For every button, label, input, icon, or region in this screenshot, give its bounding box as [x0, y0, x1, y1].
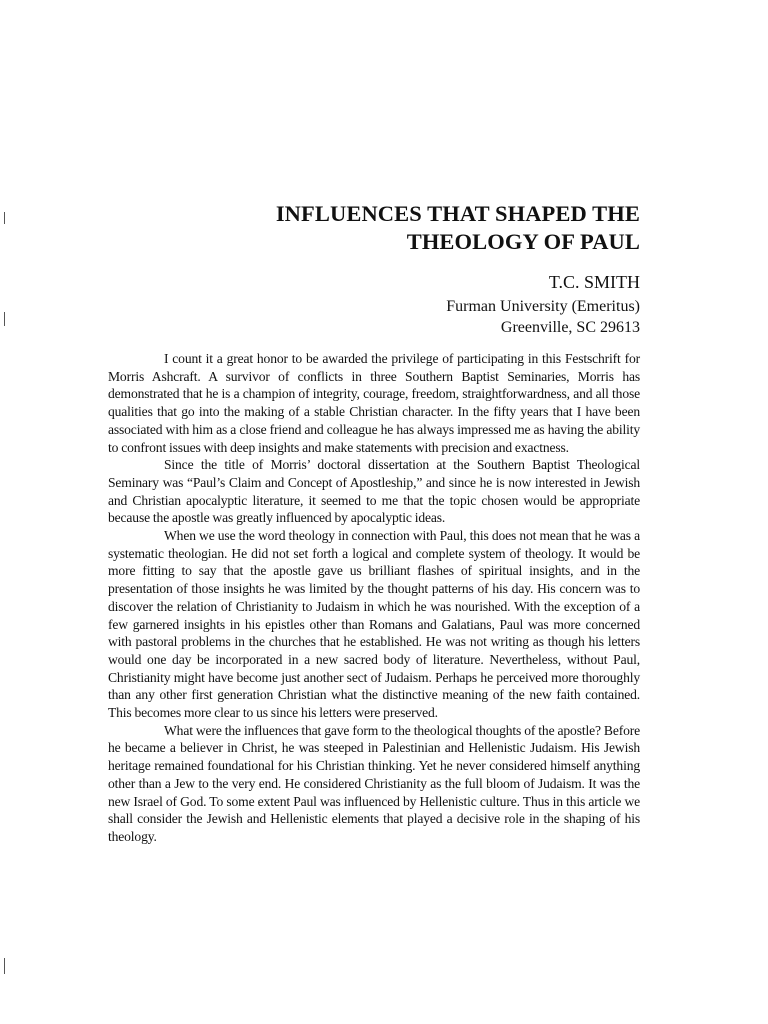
- author-name: T.C. SMITH: [548, 272, 640, 292]
- title-line-2: THEOLOGY OF PAUL: [406, 229, 640, 254]
- article-body: [108, 350, 640, 846]
- byline: [300, 270, 640, 338]
- title-line-1: INFLUENCES THAT SHAPED THE: [275, 201, 640, 226]
- paragraph: When we use the word theology in connection with Paul, this does not mean that he was a systematic theologian. He did not set forth a logical and complete system of theology. It would be more fitting to say that the apostle gave us brilliant flashes of spiritual insights, and in the presentation of those insights he was limited by the thought patterns of his day. His concern was to discover the relation of Christianity to Judaism in which he was nourished. With the exception of a few garnered insights in his epistles other than Romans and Galatians, Paul was more concerned with pastoral problems in the churches that he established. He was not writing as though his letters would one day be incorporated in a new sacred body of literature. Nevertheless, without Paul, Christianity might have become just another sect of Judaism. Perhaps he perceived more thoroughly than any other first generation Christian what the distinctive meaning of the new faith contained. This becomes more clear to us since his letters were preserved.: [108, 528, 640, 721]
- scan-margin-mark: [4, 212, 5, 224]
- author-location: Greenville, SC 29613: [500, 319, 640, 336]
- author-institution: Furman University (Emeritus): [446, 298, 640, 315]
- scan-margin-mark: [4, 312, 5, 326]
- article-title: [200, 200, 640, 256]
- paragraph: I count it a great honor to be awarded the privilege of participating in this Festschrift for Morris Ashcraft. A survivor of conflicts in three Southern Baptist Seminaries, Morris has demonstrated that he is a champion of integrity, courage, freedom, straightforwardness, and all those qualities that go into the making of a stable Christian character. In the fifty years that I have been associated with him as a close friend and colleague he has always impressed me as having the ability to confront issues with deep insights and make statements with precision and exactness.: [108, 351, 640, 455]
- paragraph: What were the influences that gave form to the theological thoughts of the apostle? Before he became a believer in Christ, he was steeped in Palestinian and Hellenistic Judaism. His Jewish heritage remained foundational for his Christian thinking. Yet he never considered himself anything other than a Jew to the very end. He considered Christianity as the full bloom of Judaism. It was the new Israel of God. To some extent Paul was influenced by Hellenistic culture. Thus in this article we shall consider the Jewish and Hellenistic elements that played a decisive role in the shaping of his theology.: [108, 722, 640, 844]
- scan-margin-mark: [4, 958, 5, 974]
- paragraph: Since the title of Morris’ doctoral dissertation at the Southern Baptist Theological Seminary was “Paul’s Claim and Concept of Apostleship,” and since he is now interested in Jewish and Christian apocalyptic literature, it seemed to me that the topic chosen would be appropriate because the apostle was greatly influenced by apocalyptic ideas.: [108, 457, 640, 526]
